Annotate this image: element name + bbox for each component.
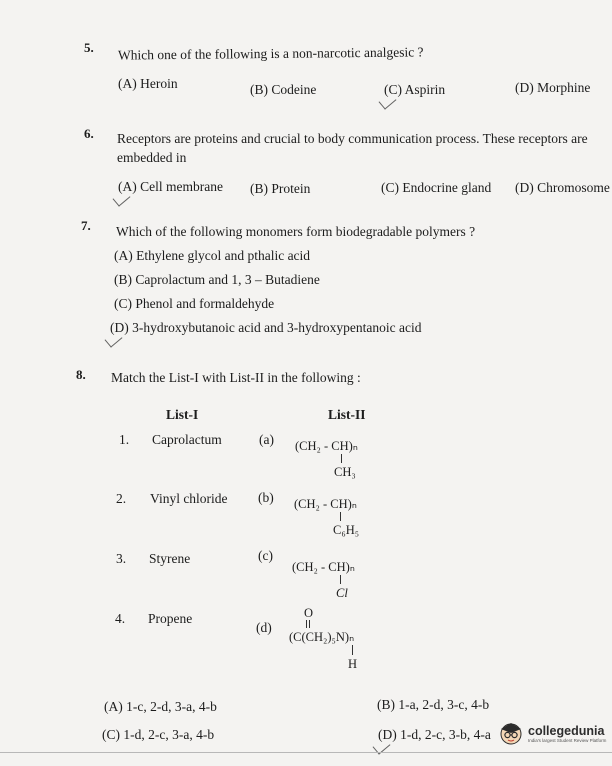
list2-item-b-label: (b) — [258, 490, 274, 505]
q5-option-d: (D) Morphine — [515, 80, 591, 95]
q6-text-line2: embedded in — [117, 150, 187, 165]
q8-option-a: (A) 1-c, 2-d, 3-a, 4-b — [104, 699, 217, 714]
list1-header: List-I — [166, 407, 199, 422]
list2-item-d-label: (d) — [256, 620, 272, 635]
q8-text: Match the List-I with List-II in the following : — [111, 370, 361, 385]
q7-text: Which of the following monomers form biodegradable polymers ? — [116, 224, 476, 239]
list2-header: List-II — [328, 407, 366, 422]
q5-option-b: (B) Codeine — [250, 82, 317, 97]
q5-option-c: (C) Aspirin — [384, 82, 446, 97]
list2-item-d-substituent: H — [348, 657, 358, 671]
q6-number: 6. — [84, 126, 94, 141]
list2-item-d-top: O — [304, 606, 314, 620]
q8-option-b: (B) 1-a, 2-d, 3-c, 4-b — [377, 697, 490, 712]
q7-number: 7. — [81, 218, 91, 233]
list2-item-a-label: (a) — [259, 432, 274, 447]
list2-item-b-substituent: C₆H₅ — [333, 523, 360, 537]
collegedunia-logo — [498, 720, 606, 746]
list1-item-3-num: 3. — [116, 551, 127, 566]
q5-option-a: (A) Heroin — [118, 76, 178, 91]
list2-item-a-substituent: CH₃ — [334, 465, 356, 479]
list1-item-2-name: Vinyl chloride — [150, 491, 228, 506]
q5-text: Which one of the following is a non-narcotic analgesic ? — [117, 44, 424, 63]
q5-number: 5. — [84, 40, 94, 55]
logo-subtitle: India's largest Student Review Platform — [528, 737, 607, 743]
q6-text-line1: Receptors are proteins and crucial to body communication process. These receptors are — [117, 131, 588, 146]
q8-number: 8. — [76, 367, 86, 382]
list2-item-b-formula: (CH₂ - CH)ₙ — [294, 497, 357, 511]
list1-item-4-num: 4. — [115, 611, 126, 626]
q6-option-b: (B) Protein — [250, 181, 311, 196]
logo-title: collegedunia — [528, 723, 605, 738]
list2-item-d-formula: (C(CH₂)₅N)ₙ — [289, 630, 355, 644]
list1-item-2-num: 2. — [116, 491, 127, 506]
list1-item-4-name: Propene — [148, 611, 193, 626]
list1-item-1-name: Caprolactum — [152, 432, 222, 447]
list1-item-3-name: Styrene — [149, 551, 191, 566]
q7-option-c: (C) Phenol and formaldehyde — [114, 296, 275, 311]
q8-option-d: (D) 1-d, 2-c, 3-b, 4-a — [378, 727, 491, 742]
list2-item-c-label: (c) — [258, 548, 273, 563]
footer-divider — [0, 752, 612, 753]
q6-option-d: (D) Chromosome — [515, 180, 610, 195]
list2-item-c-substituent: Cl — [336, 586, 348, 600]
mascot-icon — [498, 720, 524, 746]
q8-option-c: (C) 1-d, 2-c, 3-a, 4-b — [102, 727, 215, 742]
list1-item-1-num: 1. — [119, 432, 130, 447]
q6-option-a: (A) Cell membrane — [118, 179, 223, 194]
q6-option-c: (C) Endocrine gland — [381, 180, 492, 195]
q7-option-d: (D) 3-hydroxybutanoic acid and 3-hydroxypentanoic acid — [110, 320, 422, 335]
q7-option-a: (A) Ethylene glycol and pthalic acid — [114, 248, 311, 263]
q7-option-b: (B) Caprolactum and 1, 3 – Butadiene — [114, 272, 320, 287]
list2-item-a-formula: (CH₂ - CH)ₙ — [295, 439, 358, 453]
list2-item-c-formula: (CH₂ - CH)ₙ — [292, 560, 355, 574]
